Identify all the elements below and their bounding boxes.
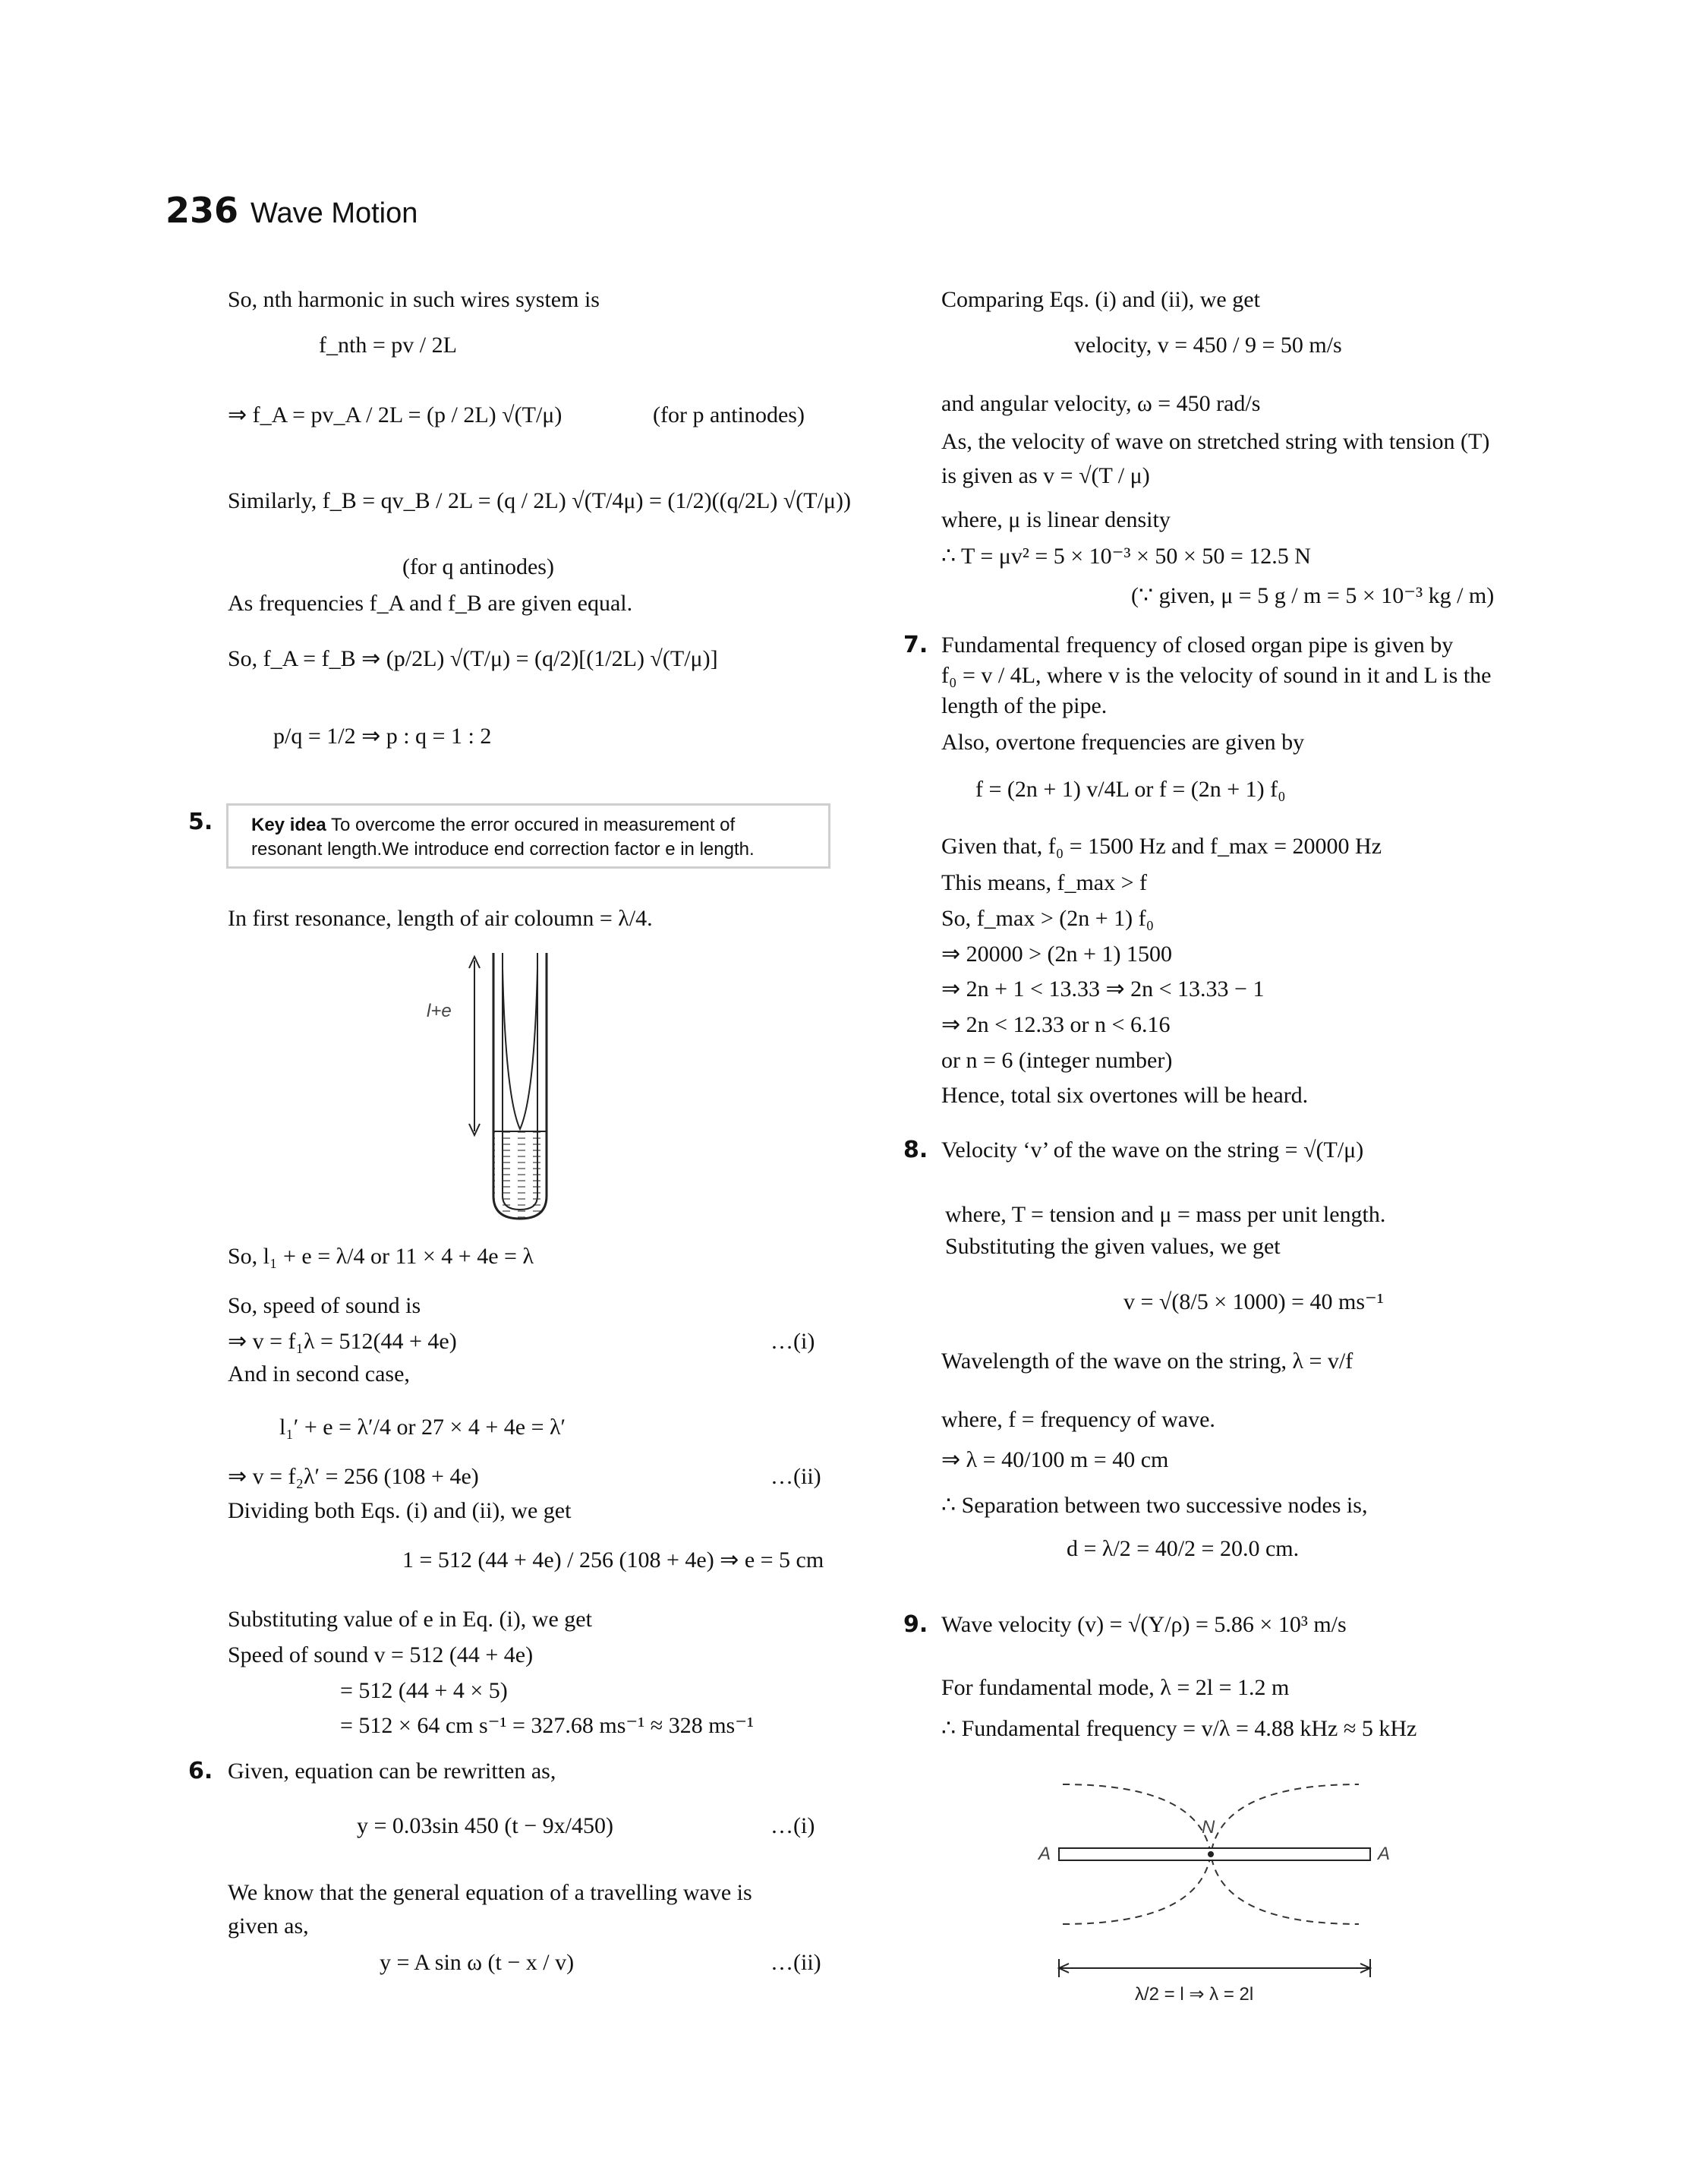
text-line: So, nth harmonic in such wires system is [228,287,600,312]
equation: Wavelength of the wave on the string, λ = v/f [941,1349,1353,1374]
text-line: where, μ is linear density [941,507,1171,532]
equation: f_nth = pv / 2L [319,333,457,358]
equation: Speed of sound v = 512 (44 + 4e) [228,1642,534,1667]
text-line: Fundamental frequency of closed organ pipe is given by [941,633,1454,658]
page-header [165,190,418,231]
displacement-curve [503,968,537,1129]
rod-vibration-figure [1048,1769,1397,1989]
text-line: and angular velocity, ω = 450 rad/s [941,391,1261,416]
text-line: Dividing both Eqs. (i) and (ii), we get [228,1498,572,1523]
equation: l₁′ + e = λ′/4 or 27 × 4 + 4e = λ′ [279,1415,566,1440]
text-line: As, the velocity of wave on stretched string with tension (T) [941,429,1490,454]
text-line: For fundamental mode, λ = 2l = 1.2 m [941,1675,1290,1700]
equation: ⇒ 20000 > (2n + 1) 1500 [941,942,1172,967]
end-label-left: A [1038,1844,1051,1864]
text-line: where, f = frequency of wave. [941,1407,1215,1432]
node-point [1208,1851,1214,1857]
equation-tag: …(i) [770,1329,815,1354]
equation: = 512 (44 + 4 × 5) [340,1678,508,1703]
length-label: l+e [427,1001,452,1021]
text-line: Comparing Eqs. (i) and (ii), we get [941,287,1260,312]
equation: y = 0.03sin 450 (t − 9x/450) [357,1813,613,1838]
equation: ⇒ 2n + 1 < 13.33 ⇒ 2n < 13.33 − 1 [941,976,1265,1002]
equation-tag: …(ii) [770,1950,821,1975]
text-line: Hence, total six overtones will be heard. [941,1083,1309,1108]
question-number: 7. [903,632,928,658]
equation: So, f_max > (2n + 1) f₀ [941,906,1155,931]
equation: velocity, v = 450 / 9 = 50 m/s [1074,333,1342,358]
equation: ∴ T = μv² = 5 × 10⁻³ × 50 × 50 = 12.5 N [941,544,1311,569]
key-idea-title: Key idea [251,815,326,835]
text-line: is given as v = √(T / μ) [941,463,1150,488]
equation: 1 = 512 (44 + 4e) / 256 (108 + 4e) ⇒ e = 5 cm [402,1547,824,1573]
equation: ⇒ v = f₂λ′ = 256 (108 + 4e) [228,1464,479,1489]
equation: ⇒ v = f₁λ = 512(44 + 4e) [228,1329,457,1354]
text-line: given as, [228,1913,309,1939]
text-line: We know that the general equation of a travelling wave is [228,1880,752,1905]
chapter-title: Wave Motion [251,197,418,229]
text-line: Substituting value of e in Eq. (i), we get [228,1607,592,1632]
text-line: In first resonance, length of air coloumn = λ/4. [228,906,653,931]
text-line: Also, overtone frequencies are given by [941,730,1305,755]
text-line: where, T = tension and μ = mass per unit length. [945,1202,1386,1227]
equation: ⇒ 2n < 12.33 or n < 6.16 [941,1012,1171,1037]
text-line: This means, f_max > f [941,870,1148,895]
text-line: or n = 6 (integer number) [941,1048,1173,1073]
text-line: As frequencies f_A and f_B are given equal. [228,591,633,616]
rod [1059,1848,1370,1860]
text-line: So, speed of sound is [228,1293,421,1318]
water-column [493,1131,547,1219]
page-number: 236 [165,190,239,231]
equation: ∴ Fundamental frequency = v/λ = 4.88 kHz ≈ 5 kHz [941,1716,1417,1741]
node-label: N [1202,1817,1215,1838]
question-number: 5. [188,809,213,835]
equation: d = λ/2 = 40/2 = 20.0 cm. [1067,1536,1300,1561]
equation: Velocity ‘v’ of the wave on the string = √(T/μ) [941,1137,1364,1162]
equation-note: (∵ given, μ = 5 g / m = 5 × 10⁻³ kg / m) [1131,583,1495,608]
text-line: (for q antinodes) [402,554,554,579]
question-number: 8. [903,1137,928,1163]
equation: So, f_A = f_B ⇒ (p/2L) √(T/μ) = (q/2)[(1/2L) √(T/μ)] [228,646,718,671]
text-line: And in second case, [228,1361,410,1386]
key-idea-text: To overcome the error occured in measurement of resonant length.We introduce end correction factor e in length. [251,815,755,860]
question-number: 9. [903,1611,928,1638]
equation: f = (2n + 1) v/4L or f = (2n + 1) f₀ [975,777,1286,802]
resonance-tube-figure [455,953,585,1226]
end-label-right: A [1378,1844,1391,1864]
equation: ⇒ f_A = pv_A / 2L = (p / 2L) √(T/μ) [228,402,563,427]
question-number: 6. [188,1758,213,1784]
equation-tag: …(ii) [770,1464,821,1489]
equation-tag: …(i) [770,1813,815,1838]
text-line: f₀ = v / 4L, where v is the velocity of sound in it and L is the [941,663,1492,688]
key-idea-box [226,803,830,869]
figure-caption: λ/2 = l ⇒ λ = 2l [1135,1984,1254,2005]
text-line: ∴ Separation between two successive nodes is, [941,1493,1368,1518]
equation: y = A sin ω (t − x / v) [380,1950,575,1975]
text-line: Given, equation can be rewritten as, [228,1759,556,1784]
equation: So, l₁ + e = λ/4 or 11 × 4 + 4e = λ [228,1244,534,1269]
equation: ⇒ λ = 40/100 m = 40 cm [941,1447,1169,1472]
equation: Wave velocity (v) = √(Y/ρ) = 5.86 × 10³ m/s [941,1612,1347,1637]
text-line: length of the pipe. [941,693,1108,718]
equation: p/q = 1/2 ⇒ p : q = 1 : 2 [273,724,492,749]
text-line: Substituting the given values, we get [945,1234,1281,1259]
equation-tag: (for p antinodes) [653,402,805,427]
text-line: Given that, f₀ = 1500 Hz and f_max = 20000 Hz [941,834,1382,859]
equation: Similarly, f_B = qv_B / 2L = (q / 2L) √(T/4μ) = (1/2)((q/2L) √(T/μ)) [228,488,851,513]
equation: = 512 × 64 cm s⁻¹ = 327.68 ms⁻¹ ≈ 328 ms⁻¹ [340,1713,755,1738]
equation: v = √(8/5 × 1000) = 40 ms⁻¹ [1123,1289,1384,1314]
